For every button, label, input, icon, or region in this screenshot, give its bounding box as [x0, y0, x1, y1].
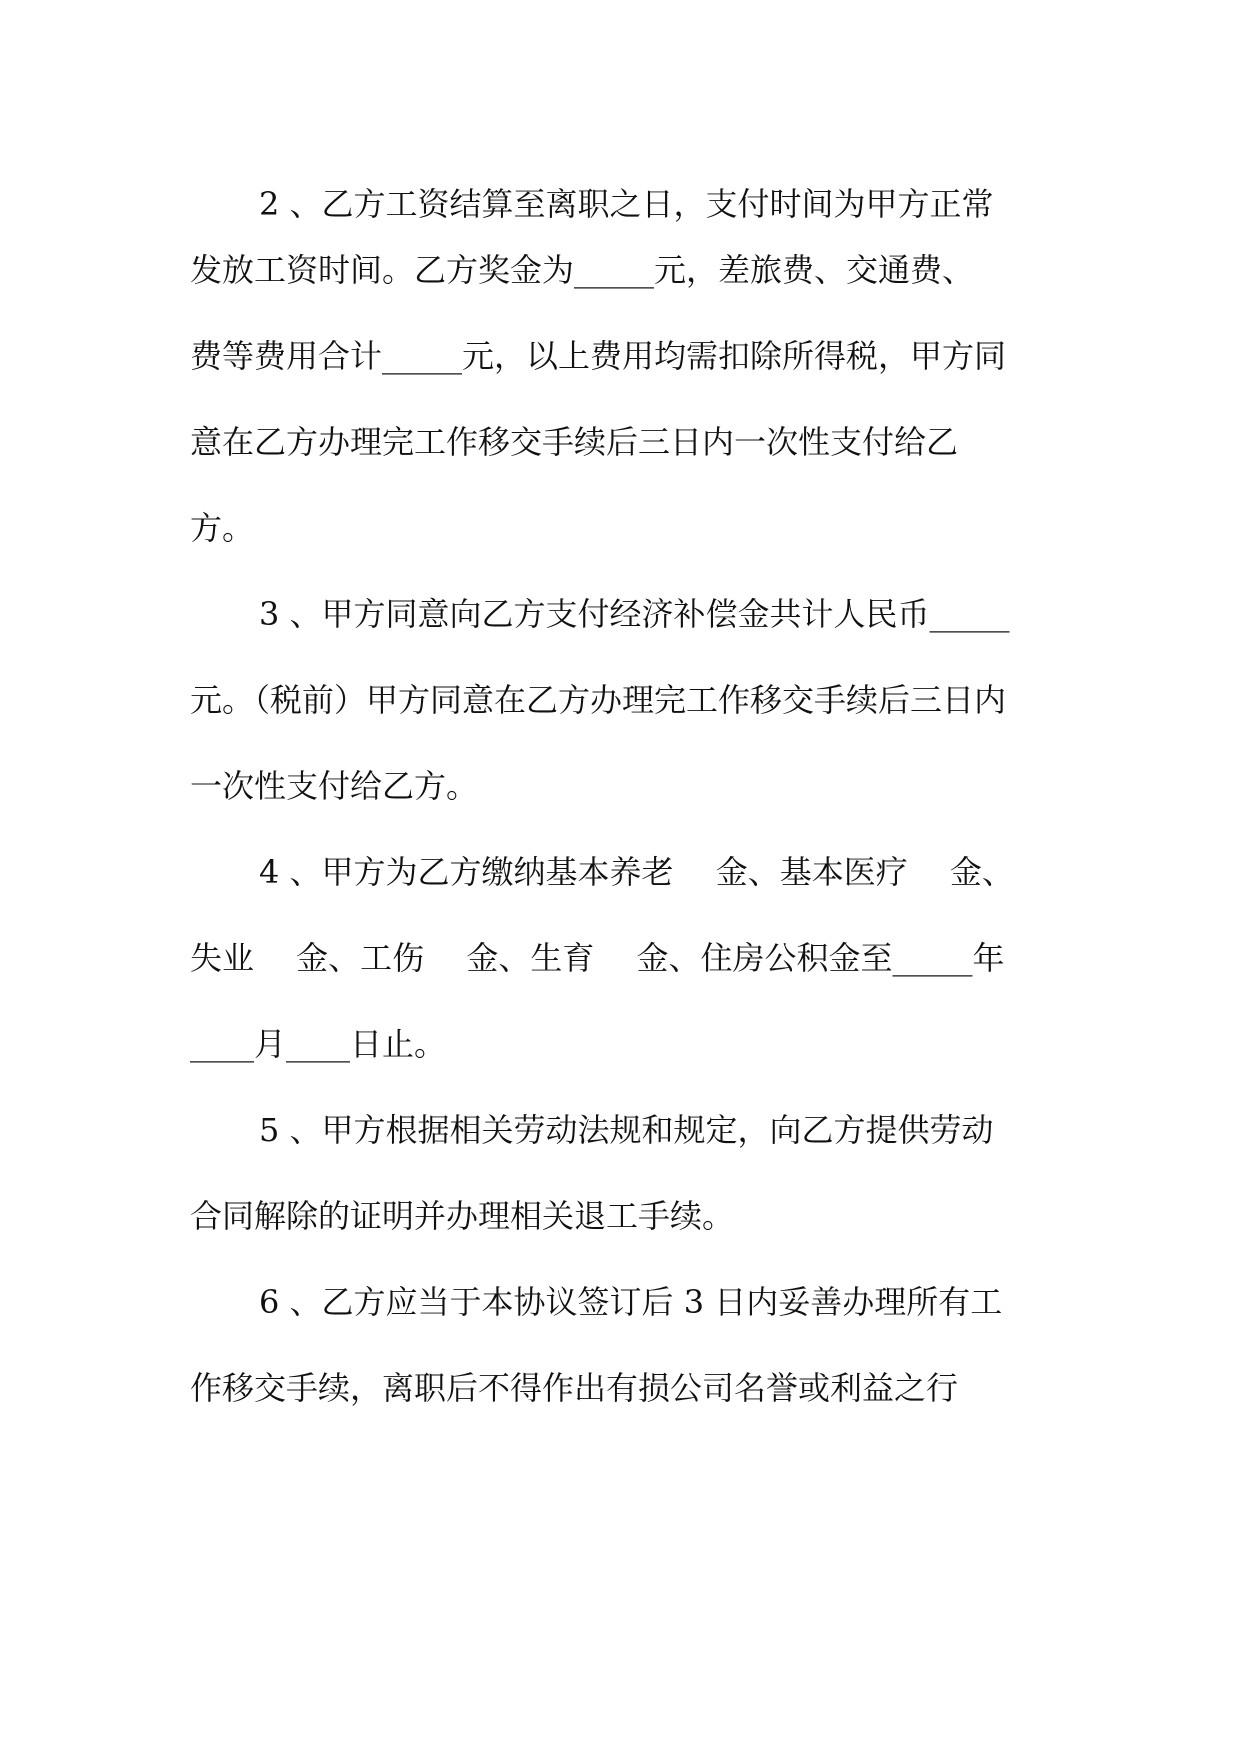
clause-4-line-1: 4 、甲方为乙方缴纳基本养老 金、基本医疗 金、: [259, 853, 1014, 891]
clause-2-line-2: 发放工资时间。乙方奖金为_____元，差旅费、交通费、: [190, 251, 975, 289]
clause-5-line-1: 5 、甲方根据相关劳动法规和规定，向乙方提供劳动: [259, 1111, 994, 1149]
clause-4-line-3: ____月____日止。: [190, 1025, 447, 1063]
clause-2-line-1: 2 、乙方工资结算至离职之日，支付时间为甲方正常: [259, 185, 994, 223]
clause-2-line-4: 意在乙方办理完工作移交手续后三日内一次性支付给乙: [190, 423, 959, 461]
clause-4-line-2: 失业 金、工伤 金、生育 金、住房公积金至_____年: [190, 939, 1005, 977]
clause-6-line-2: 作移交手续，离职后不得作出有损公司名誉或利益之行: [190, 1369, 959, 1407]
clause-3-line-1: 3 、甲方同意向乙方支付经济补偿金共计人民币_____: [259, 595, 1010, 633]
clause-2-line-3: 费等费用合计_____元，以上费用均需扣除所得税，甲方同: [190, 337, 1007, 375]
clause-3-line-3: 一次性支付给乙方。: [190, 767, 479, 805]
clause-2-line-5: 方。: [190, 509, 255, 547]
clause-3-line-2: 元。（税前）甲方同意在乙方办理完工作移交手续后三日内: [190, 681, 1007, 719]
clause-6-line-1: 6 、乙方应当于本协议签订后 3 日内妥善办理所有工: [259, 1283, 1003, 1321]
clause-5-line-2: 合同解除的证明并办理相关退工手续。: [190, 1197, 735, 1235]
